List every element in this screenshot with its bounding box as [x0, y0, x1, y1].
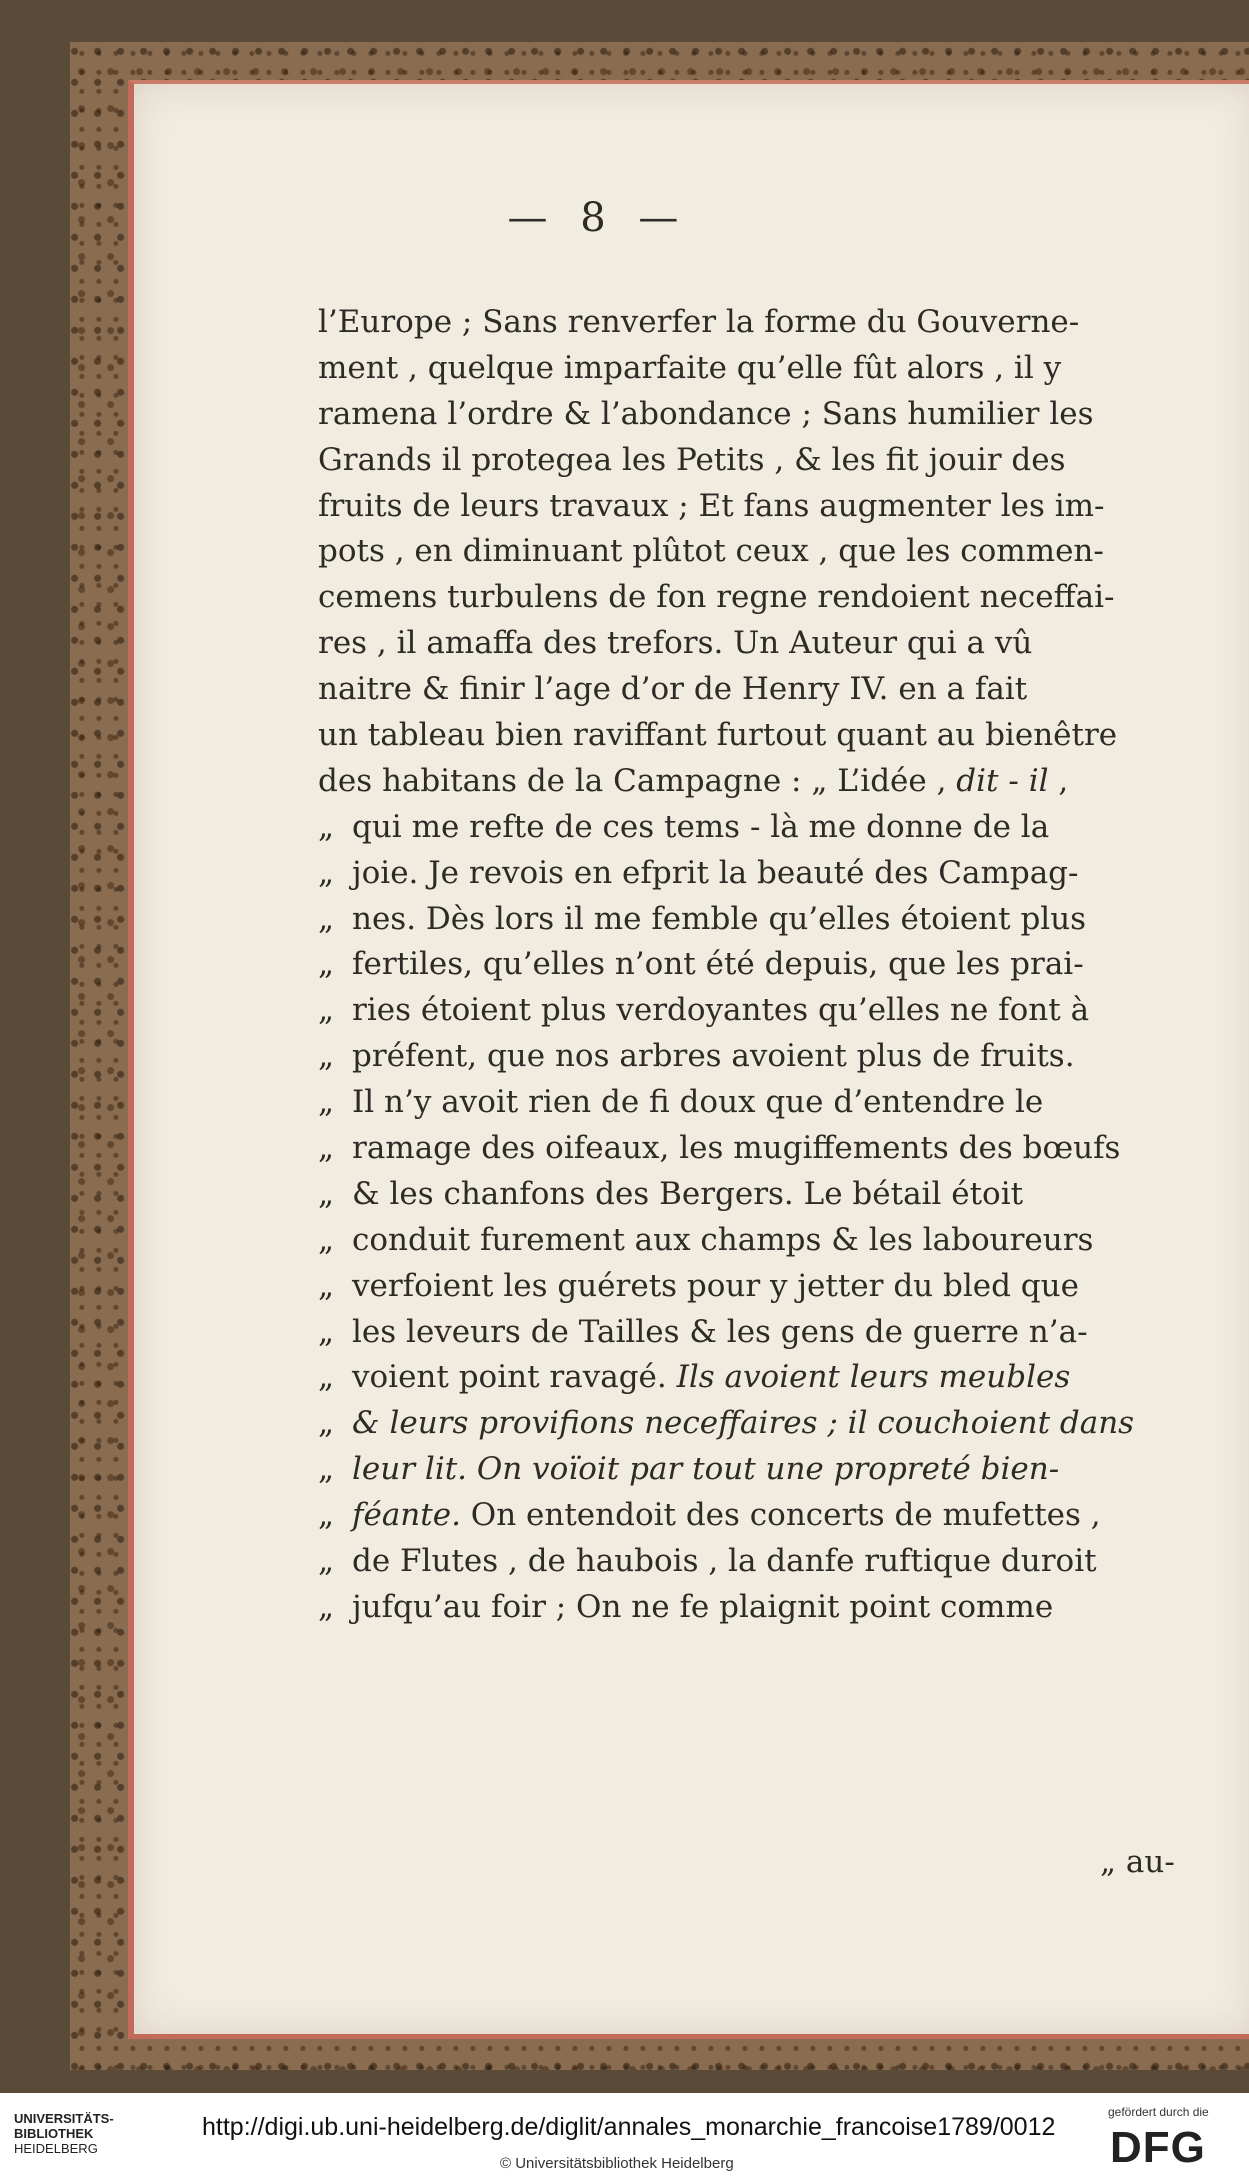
quote-mark: „: [318, 854, 335, 891]
text-line: [318, 346, 1170, 392]
text-line: [318, 1401, 1170, 1447]
text-segment: verfoient les guérets pour y jetter du bled que: [352, 1267, 1079, 1304]
body-text: [318, 300, 1170, 1631]
text-line: [318, 1126, 1170, 1172]
quote-mark: „: [318, 1451, 335, 1488]
text-line: [318, 667, 1170, 713]
quote-mark: „: [318, 992, 335, 1029]
text-segment: les leveurs de Tailles & les gens de guerre n’a-: [352, 1313, 1088, 1350]
text-line: [318, 1264, 1170, 1310]
text-segment: l’Europe ; Sans renverfer la forme du Gouverne-: [318, 304, 1080, 340]
viewer-footer: [0, 2093, 1249, 2183]
quote-mark: „: [318, 946, 335, 983]
quote-mark: „: [318, 1084, 335, 1121]
text-segment: res , il amaffa des trefors. Un Auteur qui a vû: [318, 625, 1033, 662]
italic-segment: & leurs provifions neceffaires ; il couchoient dans: [352, 1405, 1135, 1442]
italic-segment: féante.: [352, 1497, 461, 1534]
text-line: [318, 1585, 1170, 1631]
text-segment: ment , quelque imparfaite qu’elle fût alors , il y: [318, 349, 1062, 386]
dfg-logo[interactable]: DFG: [1110, 2123, 1206, 2172]
text-line: [318, 438, 1170, 484]
text-line: [318, 529, 1170, 575]
copyright-notice: © Universitätsbibliothek Heidelberg: [500, 2155, 734, 2172]
italic-segment: Ils avoient leurs meubles: [676, 1359, 1071, 1396]
quote-mark: „: [318, 1038, 335, 1075]
text-segment: Grands il protegea les Petits , & les fit jouir des: [318, 441, 1066, 478]
text-line: [318, 1447, 1170, 1493]
text-line: [318, 805, 1170, 851]
quote-mark: „: [318, 1221, 335, 1258]
catchword: „ au-: [1100, 1844, 1175, 1880]
text-segment: ,: [1048, 762, 1069, 799]
text-segment: jufqu’au foir ; On ne fe plaignit point comme: [352, 1588, 1054, 1625]
text-line: [318, 1034, 1170, 1080]
text-segment: ramage des oifeaux, les mugiffements des bœufs: [352, 1130, 1121, 1167]
text-line: [318, 988, 1170, 1034]
permalink-url[interactable]: http://digi.ub.uni-heidelberg.de/diglit/annales_monarchie_francoise1789/0012: [202, 2113, 1056, 2141]
library-name-line-3: HEIDELBERG: [14, 2141, 98, 2156]
text-segment: de Flutes , de haubois , la danfe ruftique duroit: [352, 1543, 1097, 1580]
text-segment: fruits de leurs travaux ; Et fans augmenter les im-: [318, 487, 1105, 524]
library-name-line-1: UNIVERSITÄTS-: [14, 2111, 114, 2126]
quote-mark: „: [318, 1588, 335, 1625]
text-line: [318, 942, 1170, 988]
text-segment: préfent, que nos arbres avoient plus de fruits.: [352, 1038, 1075, 1075]
text-line: [318, 759, 1170, 805]
text-line: [318, 1080, 1170, 1126]
quote-mark: „: [318, 1175, 335, 1212]
text-line: [318, 713, 1170, 759]
page-number: — 8 —: [507, 195, 689, 241]
quote-mark: „: [318, 1313, 335, 1350]
text-segment: ramena l’ordre & l’abondance ; Sans humilier les: [318, 395, 1094, 432]
text-line: [318, 897, 1170, 943]
text-line: [318, 1355, 1170, 1401]
quote-mark: „: [318, 1359, 335, 1396]
text-segment: pots , en diminuant plûtot ceux , que les commen-: [318, 533, 1104, 570]
quote-mark: „: [318, 1543, 335, 1580]
quote-mark: „: [318, 808, 335, 845]
text-line: [318, 300, 1170, 346]
quote-mark: „: [318, 900, 335, 937]
text-line: [318, 1172, 1170, 1218]
text-line: [318, 621, 1170, 667]
text-segment: un tableau bien raviffant furtout quant au bienêtre: [318, 717, 1118, 754]
quote-mark: „: [318, 1497, 335, 1534]
italic-segment: leur lit. On voïoit par tout une propreté bien-: [352, 1451, 1060, 1488]
text-segment: naitre & finir l’age d’or de Henry IV. en a fait: [318, 671, 1028, 708]
library-logo[interactable]: [14, 2111, 184, 2156]
text-line: [318, 1493, 1170, 1539]
text-segment: & les chanfons des Bergers. Le bétail étoit: [352, 1175, 1024, 1212]
text-segment: voient point ravagé.: [352, 1359, 677, 1396]
text-segment: joie. Je revois en efprit la beauté des Campag-: [352, 854, 1079, 891]
text-segment: nes. Dès lors il me femble qu’elles étoient plus: [352, 900, 1087, 937]
text-line: [318, 851, 1170, 897]
text-segment: des habitans de la Campagne : „ L’idée ,: [318, 762, 957, 799]
text-line: [318, 392, 1170, 438]
library-name-line-2: BIBLIOTHEK: [14, 2126, 94, 2141]
text-segment: conduit furement aux champs & les laboureurs: [352, 1221, 1094, 1258]
text-line: [318, 1539, 1170, 1585]
text-segment: cemens turbulens de fon regne rendoient neceffai-: [318, 579, 1115, 616]
quote-mark: „: [318, 1267, 335, 1304]
text-segment: ries étoient plus verdoyantes qu’elles ne font à: [352, 992, 1090, 1029]
text-segment: fertiles, qu’elles n’ont été depuis, que les prai-: [352, 946, 1084, 983]
funding-note: gefördert durch die: [1108, 2105, 1209, 2119]
text-segment: On entendoit des concerts de mufettes ,: [460, 1497, 1101, 1534]
text-line: [318, 1310, 1170, 1356]
text-segment: qui me refte de ces tems - là me donne de la: [352, 808, 1050, 845]
quote-mark: „: [318, 1130, 335, 1167]
text-line: [318, 1218, 1170, 1264]
text-line: [318, 484, 1170, 530]
text-line: [318, 575, 1170, 621]
quote-mark: „: [318, 1405, 335, 1442]
text-segment: Il n’y avoit rien de fi doux que d’entendre le: [352, 1084, 1044, 1121]
italic-segment: dit - il: [956, 762, 1049, 799]
